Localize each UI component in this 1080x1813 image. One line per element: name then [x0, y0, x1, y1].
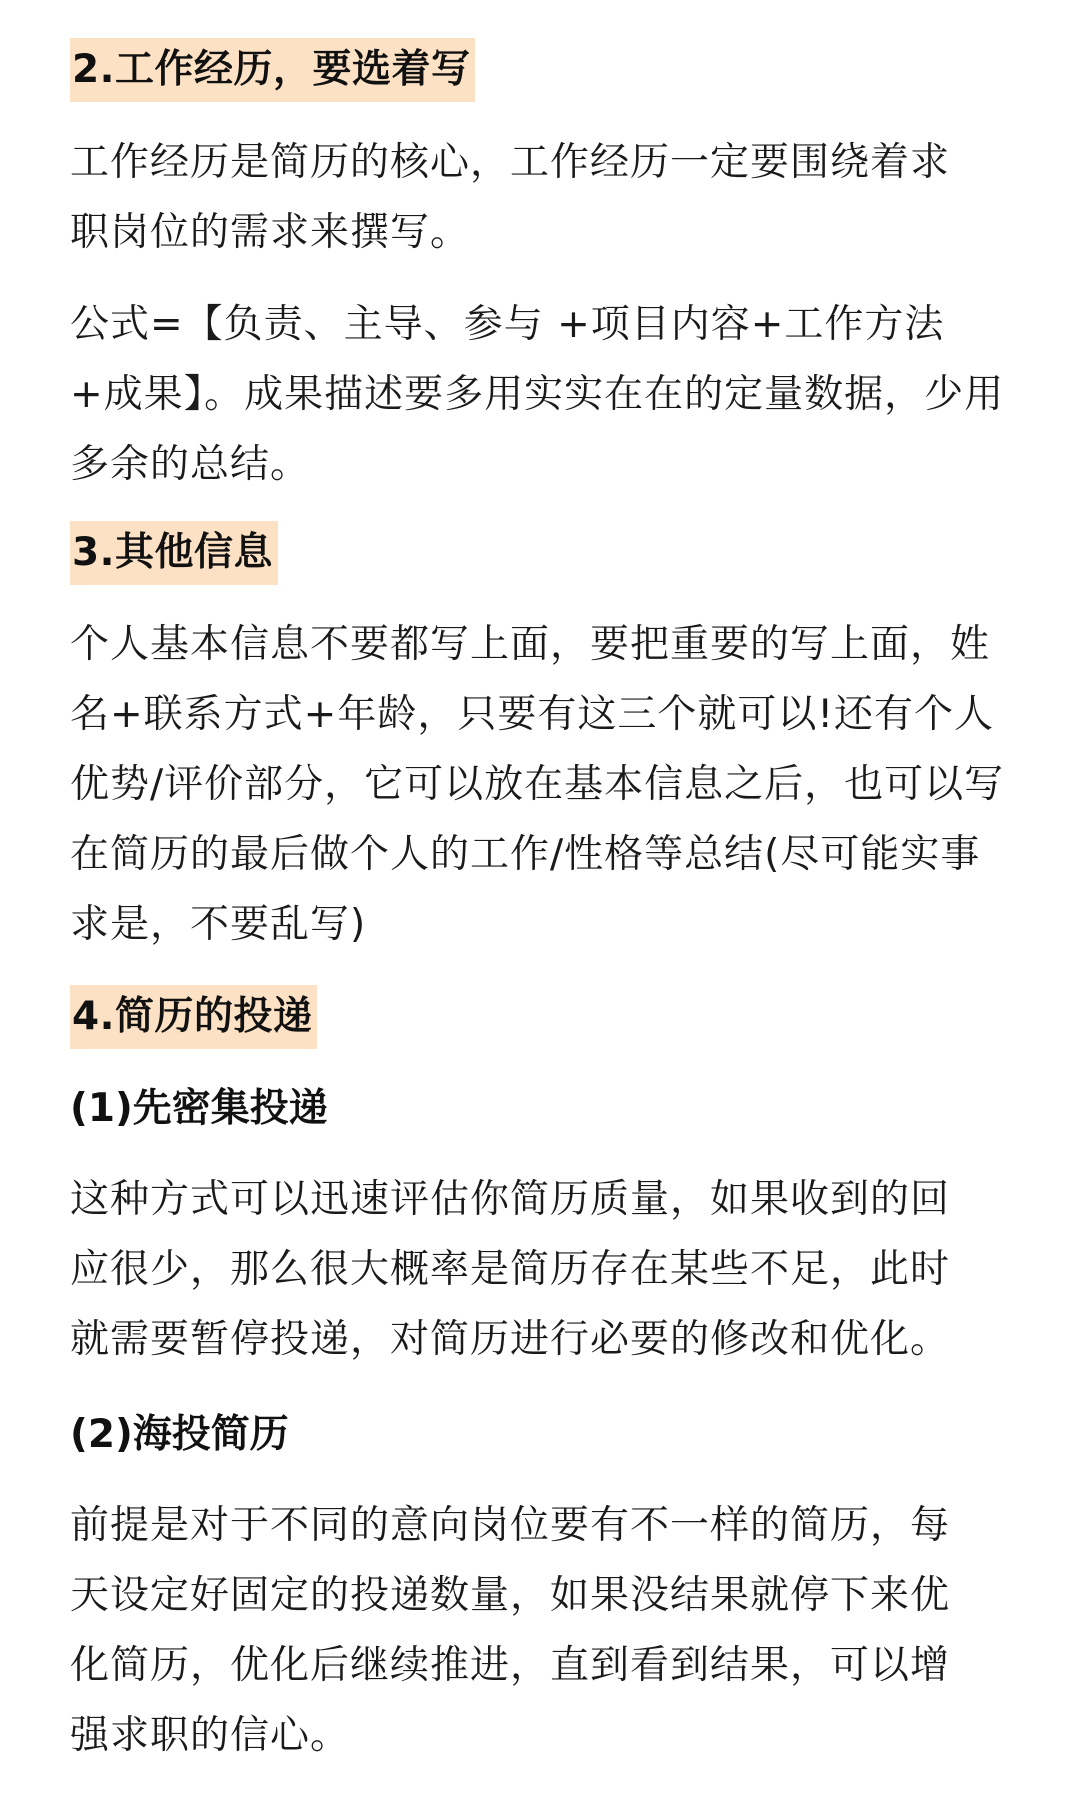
subsection-title: [70, 1077, 1020, 1141]
paragraph-text: 前提是对于不同的意向岗位要有不一样的简历，每天设定好固定的投递数量，如果没结果就停下来优化简历，优化后继续推进，直到看到结果，可以增强求职的信心。: [70, 1503, 951, 1758]
paragraph: [70, 128, 1020, 268]
paragraph-text: 个人基本信息不要都写上面，要把重要的写上面，姓名+联系方式+年龄，只要有这三个就可以!还有个人优势/评价部分，它可以放在基本信息之后，也可以写在简历的最后做个人的工作/性格等总结(尽可能实事求是，不要乱写): [70, 622, 1005, 947]
subsection-title: [70, 1403, 1020, 1467]
subsection-heading: (2)海投简历: [70, 1412, 289, 1457]
section-work-experience: [70, 38, 1020, 102]
paragraph-text: 公式=【负责、主导、参与 +项目内容+工作方法+成果】。成果描述要多用实实在在的定量数据，少用多余的总结。: [70, 302, 1005, 487]
section-heading: 2.工作经历，要选着写: [70, 38, 475, 102]
paragraph: [70, 290, 1020, 500]
section-other-info: [70, 521, 1020, 585]
paragraph: [70, 1165, 1020, 1375]
paragraph-text: 这种方式可以迅速评估你简历质量，如果收到的回应很少，那么很大概率是简历存在某些不足，此时就需要暂停投递，对简历进行必要的修改和优化。: [70, 1177, 951, 1362]
section-heading: 3.其他信息: [70, 521, 278, 585]
section-heading: 4.简历的投递: [70, 985, 317, 1049]
paragraph: [70, 610, 1020, 960]
paragraph-text: 工作经历是简历的核心，工作经历一定要围绕着求职岗位的需求来撰写。: [70, 140, 951, 255]
paragraph: [70, 1491, 1020, 1771]
section-resume-delivery: [70, 985, 1020, 1049]
subsection-heading: (1)先密集投递: [70, 1086, 328, 1131]
